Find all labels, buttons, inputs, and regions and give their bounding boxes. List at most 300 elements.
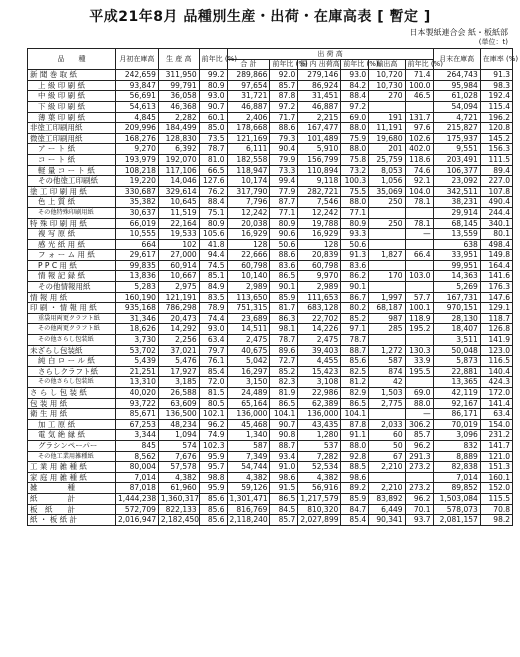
row-value-cell: 192,070: [158, 154, 199, 165]
row-value-cell: 89.6: [270, 345, 298, 356]
row-value-cell: 14,292: [158, 324, 199, 335]
row-value-cell: 33,951: [433, 250, 480, 261]
row-value-cell: 61,960: [158, 483, 199, 494]
row-value-cell: 203,491: [433, 154, 480, 165]
row-value-cell: 98.8: [199, 472, 227, 483]
row-value-cell: 20,473: [158, 313, 199, 324]
row-item-name: 新 聞 巻 取 紙: [28, 70, 116, 81]
unit-label: (単位：t): [478, 38, 508, 46]
row-value-cell: 498.4: [480, 239, 512, 250]
row-value-cell: 50,048: [433, 345, 480, 356]
row-value-cell: 113,650: [227, 292, 270, 303]
row-value-cell: 99,835: [115, 260, 158, 271]
table-row: [28, 366, 513, 377]
row-value-cell: [405, 260, 433, 271]
table-row: [28, 123, 513, 134]
row-item-name: 複 写 原 紙: [28, 229, 116, 240]
row-value-cell: 5,873: [433, 356, 480, 367]
report-title: 平成21年8月 品種別生産・出荷・在庫高表 [ 暫定 ]: [89, 9, 431, 25]
row-item-name: その他塗工印刷紙: [28, 176, 116, 187]
row-value-cell: 151.3: [480, 462, 512, 473]
row-value-cell: 85,671: [115, 409, 158, 420]
row-value-cell: 88.6: [270, 250, 298, 261]
row-item-name: ア ー ト 紙: [28, 144, 116, 155]
row-value-cell: 16,929: [227, 229, 270, 240]
row-value-cell: 136,000: [298, 409, 341, 420]
row-value-cell: 1,444,238: [115, 493, 158, 504]
row-value-cell: 115.5: [480, 493, 512, 504]
row-value-cell: 16,297: [227, 366, 270, 377]
row-value-cell: 170: [369, 271, 405, 282]
row-value-cell: 82.3: [270, 377, 298, 388]
row-value-cell: 574: [158, 440, 199, 451]
row-value-cell: 86.5: [270, 493, 298, 504]
row-value-cell: 587: [369, 356, 405, 367]
row-value-cell: 164.4: [480, 260, 512, 271]
row-item-name: 情 報 記 録 紙: [28, 271, 116, 282]
row-value-cell: 289,866: [227, 70, 270, 81]
row-value-cell: 10,174: [227, 176, 270, 187]
row-value-cell: 97.1: [341, 324, 369, 335]
row-value-cell: 231.2: [480, 430, 512, 441]
row-value-cell: 85.6: [341, 356, 369, 367]
row-value-cell: 22,986: [298, 388, 341, 399]
row-value-cell: 90.4: [270, 144, 298, 155]
row-value-cell: 1,997: [369, 292, 405, 303]
row-value-cell: 987: [369, 313, 405, 324]
row-value-cell: 786,298: [158, 303, 199, 314]
row-value-cell: 73.5: [199, 133, 227, 144]
row-value-cell: 69.0: [341, 112, 369, 123]
row-item-name: その他工業用雑種紙: [28, 451, 116, 462]
row-value-cell: 77.9: [270, 186, 298, 197]
row-item-name: その他特殊印刷用紙: [28, 207, 116, 218]
header-export: 輸出高: [369, 59, 405, 70]
row-item-name: 重袋用両更クラフト紙: [28, 313, 116, 324]
row-value-cell: 25,759: [369, 154, 405, 165]
table-row: [28, 218, 513, 229]
row-value-cell: 71.7: [270, 112, 298, 123]
row-value-cell: 56,916: [298, 483, 341, 494]
row-value-cell: 2,475: [298, 335, 341, 346]
row-value-cell: 88.0: [405, 398, 433, 409]
row-value-cell: [369, 409, 405, 420]
row-value-cell: [369, 229, 405, 240]
table-row: [28, 133, 513, 144]
row-value-cell: 121.0: [480, 451, 512, 462]
row-value-cell: 85.4: [199, 366, 227, 377]
row-value-cell: 81.9: [270, 388, 298, 399]
row-value-cell: —: [405, 409, 433, 420]
row-value-cell: 156.3: [480, 144, 512, 155]
row-value-cell: 90.6: [270, 229, 298, 240]
row-value-cell: 12,242: [298, 207, 341, 218]
header-production: 生 産 高: [158, 49, 199, 70]
row-value-cell: 63.4: [480, 409, 512, 420]
row-value-cell: 56,691: [115, 91, 158, 102]
row-value-cell: 85.9: [341, 493, 369, 504]
row-value-cell: 244.4: [480, 207, 512, 218]
row-value-cell: 83.6: [341, 260, 369, 271]
row-value-cell: 822,133: [158, 504, 199, 515]
row-value-cell: 3,096: [433, 430, 480, 441]
row-value-cell: [405, 377, 433, 388]
row-value-cell: 31,346: [115, 313, 158, 324]
row-value-cell: 78.7: [341, 335, 369, 346]
row-value-cell: 172.0: [480, 388, 512, 399]
row-value-cell: 31,721: [227, 91, 270, 102]
row-value-cell: 20,038: [227, 218, 270, 229]
row-value-cell: 74.4: [199, 313, 227, 324]
row-value-cell: 10,140: [227, 271, 270, 282]
table-row: [28, 472, 513, 483]
row-value-cell: 88.7: [270, 440, 298, 451]
table-row: [28, 324, 513, 335]
row-value-cell: 95,984: [433, 80, 480, 91]
row-value-cell: 97.2: [341, 101, 369, 112]
row-value-cell: 39,403: [298, 345, 341, 356]
row-value-cell: 19,788: [298, 218, 341, 229]
row-value-cell: 93,722: [115, 398, 158, 409]
row-value-cell: 81.2: [341, 377, 369, 388]
row-value-cell: 66.5: [199, 165, 227, 176]
row-value-cell: 264,743: [433, 70, 480, 81]
table-row: [28, 440, 513, 451]
header-production-yoy: 前年比 (%): [199, 49, 227, 70]
row-value-cell: 54,613: [115, 101, 158, 112]
row-value-cell: 48,234: [158, 419, 199, 430]
row-value-cell: 70.8: [480, 504, 512, 515]
row-value-cell: 102: [158, 239, 199, 250]
row-value-cell: 115.4: [480, 101, 512, 112]
table-row: [28, 112, 513, 123]
header-domestic-yoy: 前年比 (%): [341, 59, 369, 70]
row-value-cell: 99,791: [158, 80, 199, 91]
row-value-cell: 52,534: [298, 462, 341, 473]
row-value-cell: 88.0: [341, 197, 369, 208]
table-row: [28, 303, 513, 314]
row-value-cell: 845: [115, 440, 158, 451]
row-value-cell: 118.6: [405, 154, 433, 165]
row-value-cell: 86.7: [341, 292, 369, 303]
row-value-cell: 93.0: [199, 91, 227, 102]
table-row: [28, 271, 513, 282]
row-value-cell: 175,937: [433, 133, 480, 144]
row-value-cell: 91.1: [341, 430, 369, 441]
row-value-cell: 1,360,317: [158, 493, 199, 504]
row-value-cell: 85.0: [199, 123, 227, 134]
row-item-name: さ ら し 包 装 紙: [28, 388, 116, 399]
row-item-name: 純 白 ロ ー ル 紙: [28, 356, 116, 367]
row-value-cell: 19,220: [115, 176, 158, 187]
row-value-cell: 72.7: [270, 356, 298, 367]
row-value-cell: 104.0: [405, 186, 433, 197]
header-stock-end: 月末在庫高: [433, 49, 480, 70]
row-value-cell: 81.5: [199, 388, 227, 399]
row-value-cell: 46,368: [158, 101, 199, 112]
row-value-cell: 311,950: [158, 70, 199, 81]
row-item-name: コ ー ト 紙: [28, 154, 116, 165]
table-body: [28, 70, 513, 526]
header-domestic: 国 内 出荷高: [298, 59, 341, 70]
row-value-cell: 78.1: [405, 218, 433, 229]
row-value-cell: 46.5: [405, 91, 433, 102]
row-value-cell: 93.3: [341, 229, 369, 240]
row-item-name: 家 庭 用 雑 種 紙: [28, 472, 116, 483]
row-value-cell: 89.4: [480, 165, 512, 176]
row-value-cell: 75.9: [341, 133, 369, 144]
row-value-cell: 69.0: [405, 388, 433, 399]
row-value-cell: 72.0: [199, 377, 227, 388]
row-value-cell: 78.1: [405, 197, 433, 208]
row-item-name: 電 気 絶 縁 紙: [28, 430, 116, 441]
row-value-cell: 85.7: [270, 80, 298, 91]
row-value-cell: 54,744: [227, 462, 270, 473]
row-value-cell: 317,790: [227, 186, 270, 197]
row-value-cell: 10,555: [115, 229, 158, 240]
row-value-cell: 8,053: [369, 165, 405, 176]
row-value-cell: 13,836: [115, 271, 158, 282]
table-row: [28, 165, 513, 176]
row-value-cell: 60,798: [227, 260, 270, 271]
row-value-cell: 2,027,899: [298, 515, 341, 526]
row-value-cell: 131.7: [405, 112, 433, 123]
row-value-cell: 3,344: [115, 430, 158, 441]
row-value-cell: 27,000: [158, 250, 199, 261]
table-row: [28, 176, 513, 187]
table-row: [28, 388, 513, 399]
row-value-cell: 5,042: [227, 356, 270, 367]
row-value-cell: 90.7: [270, 419, 298, 430]
row-value-cell: 215,827: [433, 123, 480, 134]
row-value-cell: 46,887: [298, 101, 341, 112]
row-value-cell: 9,270: [115, 144, 158, 155]
row-value-cell: 85.1: [199, 271, 227, 282]
row-value-cell: [369, 472, 405, 483]
row-value-cell: 100.0: [405, 80, 433, 91]
row-value-cell: 1,827: [369, 250, 405, 261]
row-value-cell: 99.4: [270, 176, 298, 187]
row-value-cell: 127.6: [199, 176, 227, 187]
row-item-name: その他さらし包装紙: [28, 377, 116, 388]
row-value-cell: 118.9: [405, 313, 433, 324]
row-value-cell: 91.3: [341, 250, 369, 261]
row-value-cell: 118.7: [480, 313, 512, 324]
table-row: [28, 260, 513, 271]
row-value-cell: 96.2: [405, 440, 433, 451]
row-value-cell: 102.1: [199, 409, 227, 420]
row-value-cell: 98.6: [270, 472, 298, 483]
row-value-cell: 14,046: [158, 176, 199, 187]
row-value-cell: 42,119: [433, 388, 480, 399]
table-row: [28, 250, 513, 261]
row-value-cell: 111.5: [480, 154, 512, 165]
row-value-cell: 85.2: [270, 366, 298, 377]
row-item-name: 工 業 用 雑 種 紙: [28, 462, 116, 473]
row-value-cell: 77.1: [270, 207, 298, 218]
table-row: [28, 451, 513, 462]
row-value-cell: 121,191: [158, 292, 199, 303]
row-value-cell: 2,256: [158, 335, 199, 346]
row-item-name: 未ざらし包装紙: [28, 345, 116, 356]
row-value-cell: 116.5: [480, 356, 512, 367]
row-value-cell: 250: [369, 197, 405, 208]
row-value-cell: 2,989: [298, 282, 341, 293]
row-value-cell: 8,562: [115, 451, 158, 462]
table-row: [28, 313, 513, 324]
row-value-cell: 14,363: [433, 271, 480, 282]
row-item-name: 上 級 印 刷 紙: [28, 80, 116, 91]
row-value-cell: 291.3: [405, 451, 433, 462]
row-value-cell: 168,276: [115, 133, 158, 144]
row-value-cell: 82.5: [341, 366, 369, 377]
row-value-cell: 82,838: [433, 462, 480, 473]
row-value-cell: 100.1: [405, 303, 433, 314]
row-value-cell: 30,637: [115, 207, 158, 218]
row-value-cell: 1,280: [298, 430, 341, 441]
row-value-cell: 86.5: [270, 271, 298, 282]
row-value-cell: 123.0: [480, 345, 512, 356]
row-value-cell: 7,796: [227, 197, 270, 208]
row-value-cell: 74.6: [405, 165, 433, 176]
row-value-cell: 29,914: [433, 207, 480, 218]
row-value-cell: 88.5: [341, 462, 369, 473]
row-item-name: 包 装 用 紙: [28, 398, 116, 409]
row-item-name: 非塗工印刷用紙: [28, 123, 116, 134]
row-value-cell: 80.9: [199, 218, 227, 229]
table-row: [28, 144, 513, 155]
row-value-cell: 93.7: [405, 515, 433, 526]
row-item-name: 特 殊 印 刷 用 紙: [28, 218, 116, 229]
row-value-cell: 88.4: [341, 91, 369, 102]
table-row: [28, 282, 513, 293]
row-value-cell: 90,341: [369, 515, 405, 526]
row-value-cell: 129.1: [480, 303, 512, 314]
row-value-cell: 63,609: [158, 398, 199, 409]
row-value-cell: [405, 335, 433, 346]
row-value-cell: 7,349: [227, 451, 270, 462]
row-value-cell: 85.6: [199, 515, 227, 526]
row-value-cell: 11,191: [369, 123, 405, 134]
row-value-cell: 402.0: [405, 144, 433, 155]
row-value-cell: 99.2: [199, 70, 227, 81]
row-item-name: 塗 工 印 刷 用 紙: [28, 186, 116, 197]
row-value-cell: 67,253: [115, 419, 158, 430]
row-value-cell: 4,455: [298, 356, 341, 367]
row-value-cell: 14,226: [298, 324, 341, 335]
row-value-cell: 578,073: [433, 504, 480, 515]
row-value-cell: [405, 282, 433, 293]
table-row: [28, 356, 513, 367]
row-value-cell: [369, 239, 405, 250]
row-value-cell: 67: [369, 451, 405, 462]
row-value-cell: 85.9: [270, 292, 298, 303]
row-value-cell: 2,210: [369, 483, 405, 494]
row-value-cell: 195.5: [405, 366, 433, 377]
row-value-cell: 24,489: [227, 388, 270, 399]
row-value-cell: 63.4: [199, 335, 227, 346]
row-value-cell: 683,128: [298, 303, 341, 314]
row-value-cell: 4,721: [433, 112, 480, 123]
row-value-cell: [369, 207, 405, 218]
row-value-cell: 76.2: [199, 186, 227, 197]
row-value-cell: 537: [298, 440, 341, 451]
row-value-cell: 104.1: [270, 409, 298, 420]
row-value-cell: 90.8: [270, 430, 298, 441]
table-row: [28, 239, 513, 250]
row-item-name: その他両更クラフト紙: [28, 324, 116, 335]
row-value-cell: 92.0: [270, 70, 298, 81]
row-value-cell: 156,799: [298, 154, 341, 165]
row-value-cell: 94.4: [199, 250, 227, 261]
table-row: [28, 345, 513, 356]
row-value-cell: 80.9: [270, 218, 298, 229]
row-value-cell: 2,475: [227, 335, 270, 346]
row-value-cell: 128: [227, 239, 270, 250]
header-stock-yoy: 在庫率 (%): [480, 49, 512, 70]
row-value-cell: 3,150: [227, 377, 270, 388]
row-value-cell: 12,242: [227, 207, 270, 218]
row-value-cell: 73.2: [341, 165, 369, 176]
row-value-cell: 209,996: [115, 123, 158, 134]
row-value-cell: 91.0: [270, 462, 298, 473]
row-value-cell: 8,889: [433, 451, 480, 462]
row-value-cell: 80.5: [199, 398, 227, 409]
row-value-cell: 85.4: [341, 515, 369, 526]
row-value-cell: 87.8: [270, 91, 298, 102]
row-item-name: 色 上 質 紙: [28, 197, 116, 208]
row-item-name: 板 紙 計: [28, 504, 116, 515]
row-value-cell: 832: [433, 440, 480, 451]
table-row: [28, 186, 513, 197]
row-value-cell: 196.2: [480, 112, 512, 123]
row-value-cell: 7,676: [158, 451, 199, 462]
table-row: [28, 70, 513, 81]
table-row: [28, 229, 513, 240]
row-value-cell: 2,118,240: [227, 515, 270, 526]
row-value-cell: 33.9: [405, 356, 433, 367]
row-value-cell: 50.6: [270, 239, 298, 250]
row-value-cell: 29,617: [115, 250, 158, 261]
row-item-name: その他さらし包装紙: [28, 335, 116, 346]
row-value-cell: 816,769: [227, 504, 270, 515]
row-value-cell: 279,146: [298, 70, 341, 81]
row-value-cell: 141.9: [480, 335, 512, 346]
row-value-cell: 23,092: [433, 176, 480, 187]
row-value-cell: 13,310: [115, 377, 158, 388]
row-value-cell: 101,489: [298, 133, 341, 144]
row-value-cell: 41.8: [199, 239, 227, 250]
row-value-cell: 2,016,947: [115, 515, 158, 526]
row-value-cell: 40,675: [227, 345, 270, 356]
row-value-cell: 54,094: [433, 101, 480, 112]
row-value-cell: 167,731: [433, 292, 480, 303]
row-value-cell: 81.0: [199, 154, 227, 165]
row-value-cell: 285: [369, 324, 405, 335]
row-value-cell: 7,282: [298, 451, 341, 462]
row-value-cell: 88.6: [270, 123, 298, 134]
row-value-cell: 40,020: [115, 388, 158, 399]
table-row: [28, 493, 513, 504]
row-value-cell: 3,730: [115, 335, 158, 346]
row-value-cell: 45,468: [227, 419, 270, 430]
row-value-cell: 2,081,157: [433, 515, 480, 526]
row-value-cell: 88.7: [341, 345, 369, 356]
row-value-cell: 2,406: [227, 112, 270, 123]
row-value-cell: 250: [369, 218, 405, 229]
row-value-cell: 22,881: [433, 366, 480, 377]
row-value-cell: 128: [298, 239, 341, 250]
